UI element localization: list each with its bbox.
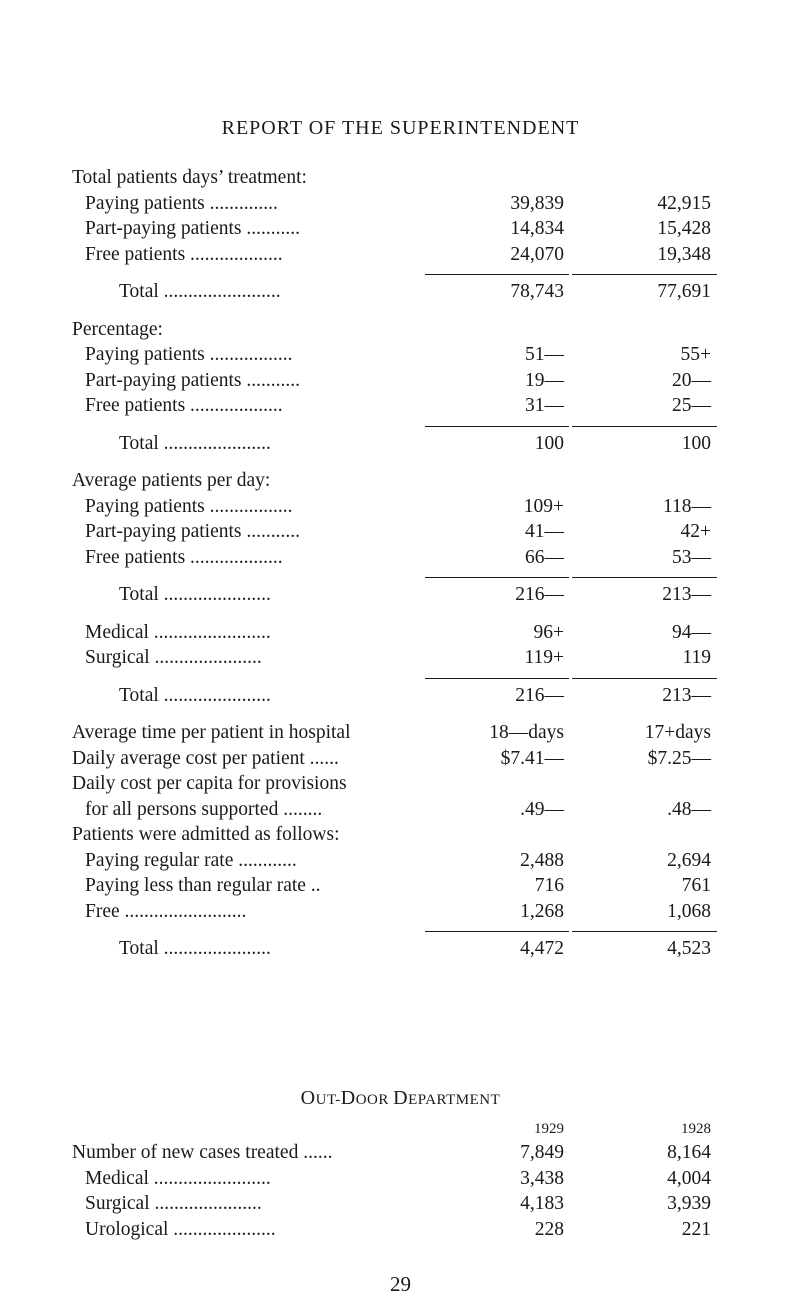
value-1929: 18—days <box>489 722 564 743</box>
value-1929: 109+ <box>523 495 564 517</box>
value-1928: 4,004 <box>667 1167 711 1189</box>
value-1929: 96+ <box>533 621 564 643</box>
row-label: Paying less than regular rate .. <box>85 875 321 896</box>
row-label: Total ...................... <box>119 584 271 605</box>
value-1929: .49— <box>520 798 564 820</box>
table-row <box>0 216 801 242</box>
value-1928: 118— <box>662 495 711 517</box>
value-1928: 17+days <box>644 722 711 743</box>
value-1929: 216— <box>515 684 564 706</box>
value-1928: 4,523 <box>667 938 711 959</box>
table-row <box>0 1140 801 1166</box>
sum-rule <box>572 577 717 578</box>
value-1929: 39,839 <box>510 192 564 214</box>
row-label: Medical ........................ <box>85 1167 271 1189</box>
row-label: Free patients ................... <box>85 546 283 568</box>
row-label: Surgical ...................... <box>85 647 262 668</box>
value-1929: 51— <box>525 344 564 365</box>
value-1928: 19,348 <box>657 243 711 265</box>
table-row <box>0 165 801 191</box>
total-row <box>0 431 801 457</box>
table-row <box>0 494 801 520</box>
out-door-department-heading: OUT-DOOR DEPARTMENT <box>300 1087 501 1109</box>
total-row <box>0 279 801 305</box>
value-1928: 94— <box>672 621 711 643</box>
value-1928: .48— <box>667 798 711 820</box>
table-row <box>0 848 801 874</box>
value-1928: 1,068 <box>667 900 711 922</box>
value-1928: 25— <box>672 395 711 416</box>
value-1929: 1,268 <box>520 900 564 922</box>
row-label: Daily cost per capita for provisions <box>72 773 347 794</box>
row-label: Paying patients ................. <box>85 495 293 517</box>
value-1929: 228 <box>534 1218 564 1240</box>
sum-rule <box>572 274 717 275</box>
table-row <box>0 242 801 268</box>
value-1929: 78,743 <box>510 281 564 302</box>
table-row <box>0 822 801 848</box>
row-label: Urological ..................... <box>85 1218 276 1240</box>
table-row <box>0 1191 801 1217</box>
table-row <box>0 191 801 217</box>
table-row <box>0 317 801 343</box>
value-1928: 213— <box>662 584 711 605</box>
row-label: Average time per patient in hospital <box>72 722 351 743</box>
row-label: Medical ........................ <box>85 621 271 643</box>
statistics-table <box>0 165 801 962</box>
value-1929: 14,834 <box>510 218 564 239</box>
sum-rule <box>572 426 717 427</box>
row-label: Free patients ................... <box>85 395 283 416</box>
table-row <box>0 1217 801 1243</box>
value-1928: 100 <box>681 432 711 454</box>
value-1929: 7,849 <box>520 1142 564 1163</box>
row-label: Total ...................... <box>119 684 271 706</box>
row-label: Part-paying patients ........... <box>85 521 301 542</box>
row-label: Number of new cases treated ...... <box>72 1142 333 1163</box>
value-1928: 55+ <box>680 344 711 365</box>
row-label: Free patients ................... <box>85 243 283 265</box>
value-1929: 24,070 <box>510 243 564 265</box>
row-label: Total patients days’ treatment: <box>72 167 307 188</box>
row-label: Surgical ...................... <box>85 1193 262 1214</box>
table-row <box>0 1166 801 1192</box>
value-1929: 2,488 <box>520 849 564 871</box>
value-1929: 3,438 <box>520 1167 564 1189</box>
value-1928: 20— <box>672 369 711 391</box>
table-row <box>0 873 801 899</box>
sum-rule <box>425 678 569 679</box>
sum-rule <box>425 426 569 427</box>
table-row <box>0 393 801 419</box>
value-1928: 213— <box>662 684 711 706</box>
table-row <box>0 771 801 797</box>
table-row <box>0 720 801 746</box>
out-door-table <box>0 1118 801 1242</box>
value-1928: 53— <box>672 546 711 568</box>
table-row <box>0 545 801 571</box>
total-row <box>0 582 801 608</box>
value-1929: $7.41— <box>500 747 564 769</box>
value-1929: 716 <box>534 875 564 896</box>
value-1929: 41— <box>525 521 564 542</box>
value-1929: 4,472 <box>520 938 564 959</box>
value-1928: 77,691 <box>657 281 711 302</box>
table-row <box>0 645 801 671</box>
row-label: Part-paying patients ........... <box>85 369 301 391</box>
value-1929: 119+ <box>524 647 564 668</box>
year-header-row <box>0 1118 801 1140</box>
sum-rule <box>572 931 717 932</box>
row-label: for all persons supported ........ <box>85 798 323 820</box>
value-1929: 66— <box>525 546 564 568</box>
table-row <box>0 342 801 368</box>
value-1928: 15,428 <box>657 218 711 239</box>
table-row <box>0 368 801 394</box>
row-label: Average patients per day: <box>72 470 271 491</box>
table-row <box>0 899 801 925</box>
value-1928: 42,915 <box>657 192 711 214</box>
value-1928: 3,939 <box>667 1193 711 1214</box>
row-label: Total ........................ <box>119 281 281 302</box>
row-label: Paying patients .............. <box>85 192 278 214</box>
value-1928: 221 <box>681 1218 711 1240</box>
sum-rule <box>572 678 717 679</box>
value-1929: 19— <box>525 369 564 391</box>
value-1929: 4,183 <box>520 1193 564 1214</box>
year-1928: 1928 <box>681 1121 711 1137</box>
table-row <box>0 797 801 823</box>
sum-rule <box>425 931 569 932</box>
table-row <box>0 620 801 646</box>
total-row <box>0 683 801 709</box>
row-label: Total ...................... <box>119 432 271 454</box>
table-row <box>0 519 801 545</box>
row-label: Total ...................... <box>119 938 271 959</box>
year-1929: 1929 <box>534 1121 564 1137</box>
value-1929: 100 <box>534 432 564 454</box>
table-row <box>0 746 801 772</box>
row-label: Paying patients ................. <box>85 344 293 365</box>
value-1928: 119 <box>682 647 711 668</box>
value-1928: $7.25— <box>647 747 711 769</box>
value-1929: 31— <box>525 395 564 416</box>
table-row <box>0 468 801 494</box>
sum-rule <box>425 274 569 275</box>
page-number: 29 <box>390 1272 411 1296</box>
row-label: Patients were admitted as follows: <box>72 824 340 845</box>
total-row <box>0 936 801 962</box>
row-label: Part-paying patients ........... <box>85 218 301 239</box>
value-1928: 8,164 <box>667 1142 711 1163</box>
value-1928: 2,694 <box>667 849 711 871</box>
row-label: Paying regular rate ............ <box>85 849 297 871</box>
value-1928: 761 <box>681 875 711 896</box>
row-label: Free ......................... <box>85 900 247 922</box>
value-1929: 216— <box>515 584 564 605</box>
page-header: REPORT OF THE SUPERINTENDENT <box>221 117 580 139</box>
row-label: Daily average cost per patient ...... <box>72 747 339 769</box>
value-1928: 42+ <box>680 521 711 542</box>
sum-rule <box>425 577 569 578</box>
row-label: Percentage: <box>72 318 163 340</box>
